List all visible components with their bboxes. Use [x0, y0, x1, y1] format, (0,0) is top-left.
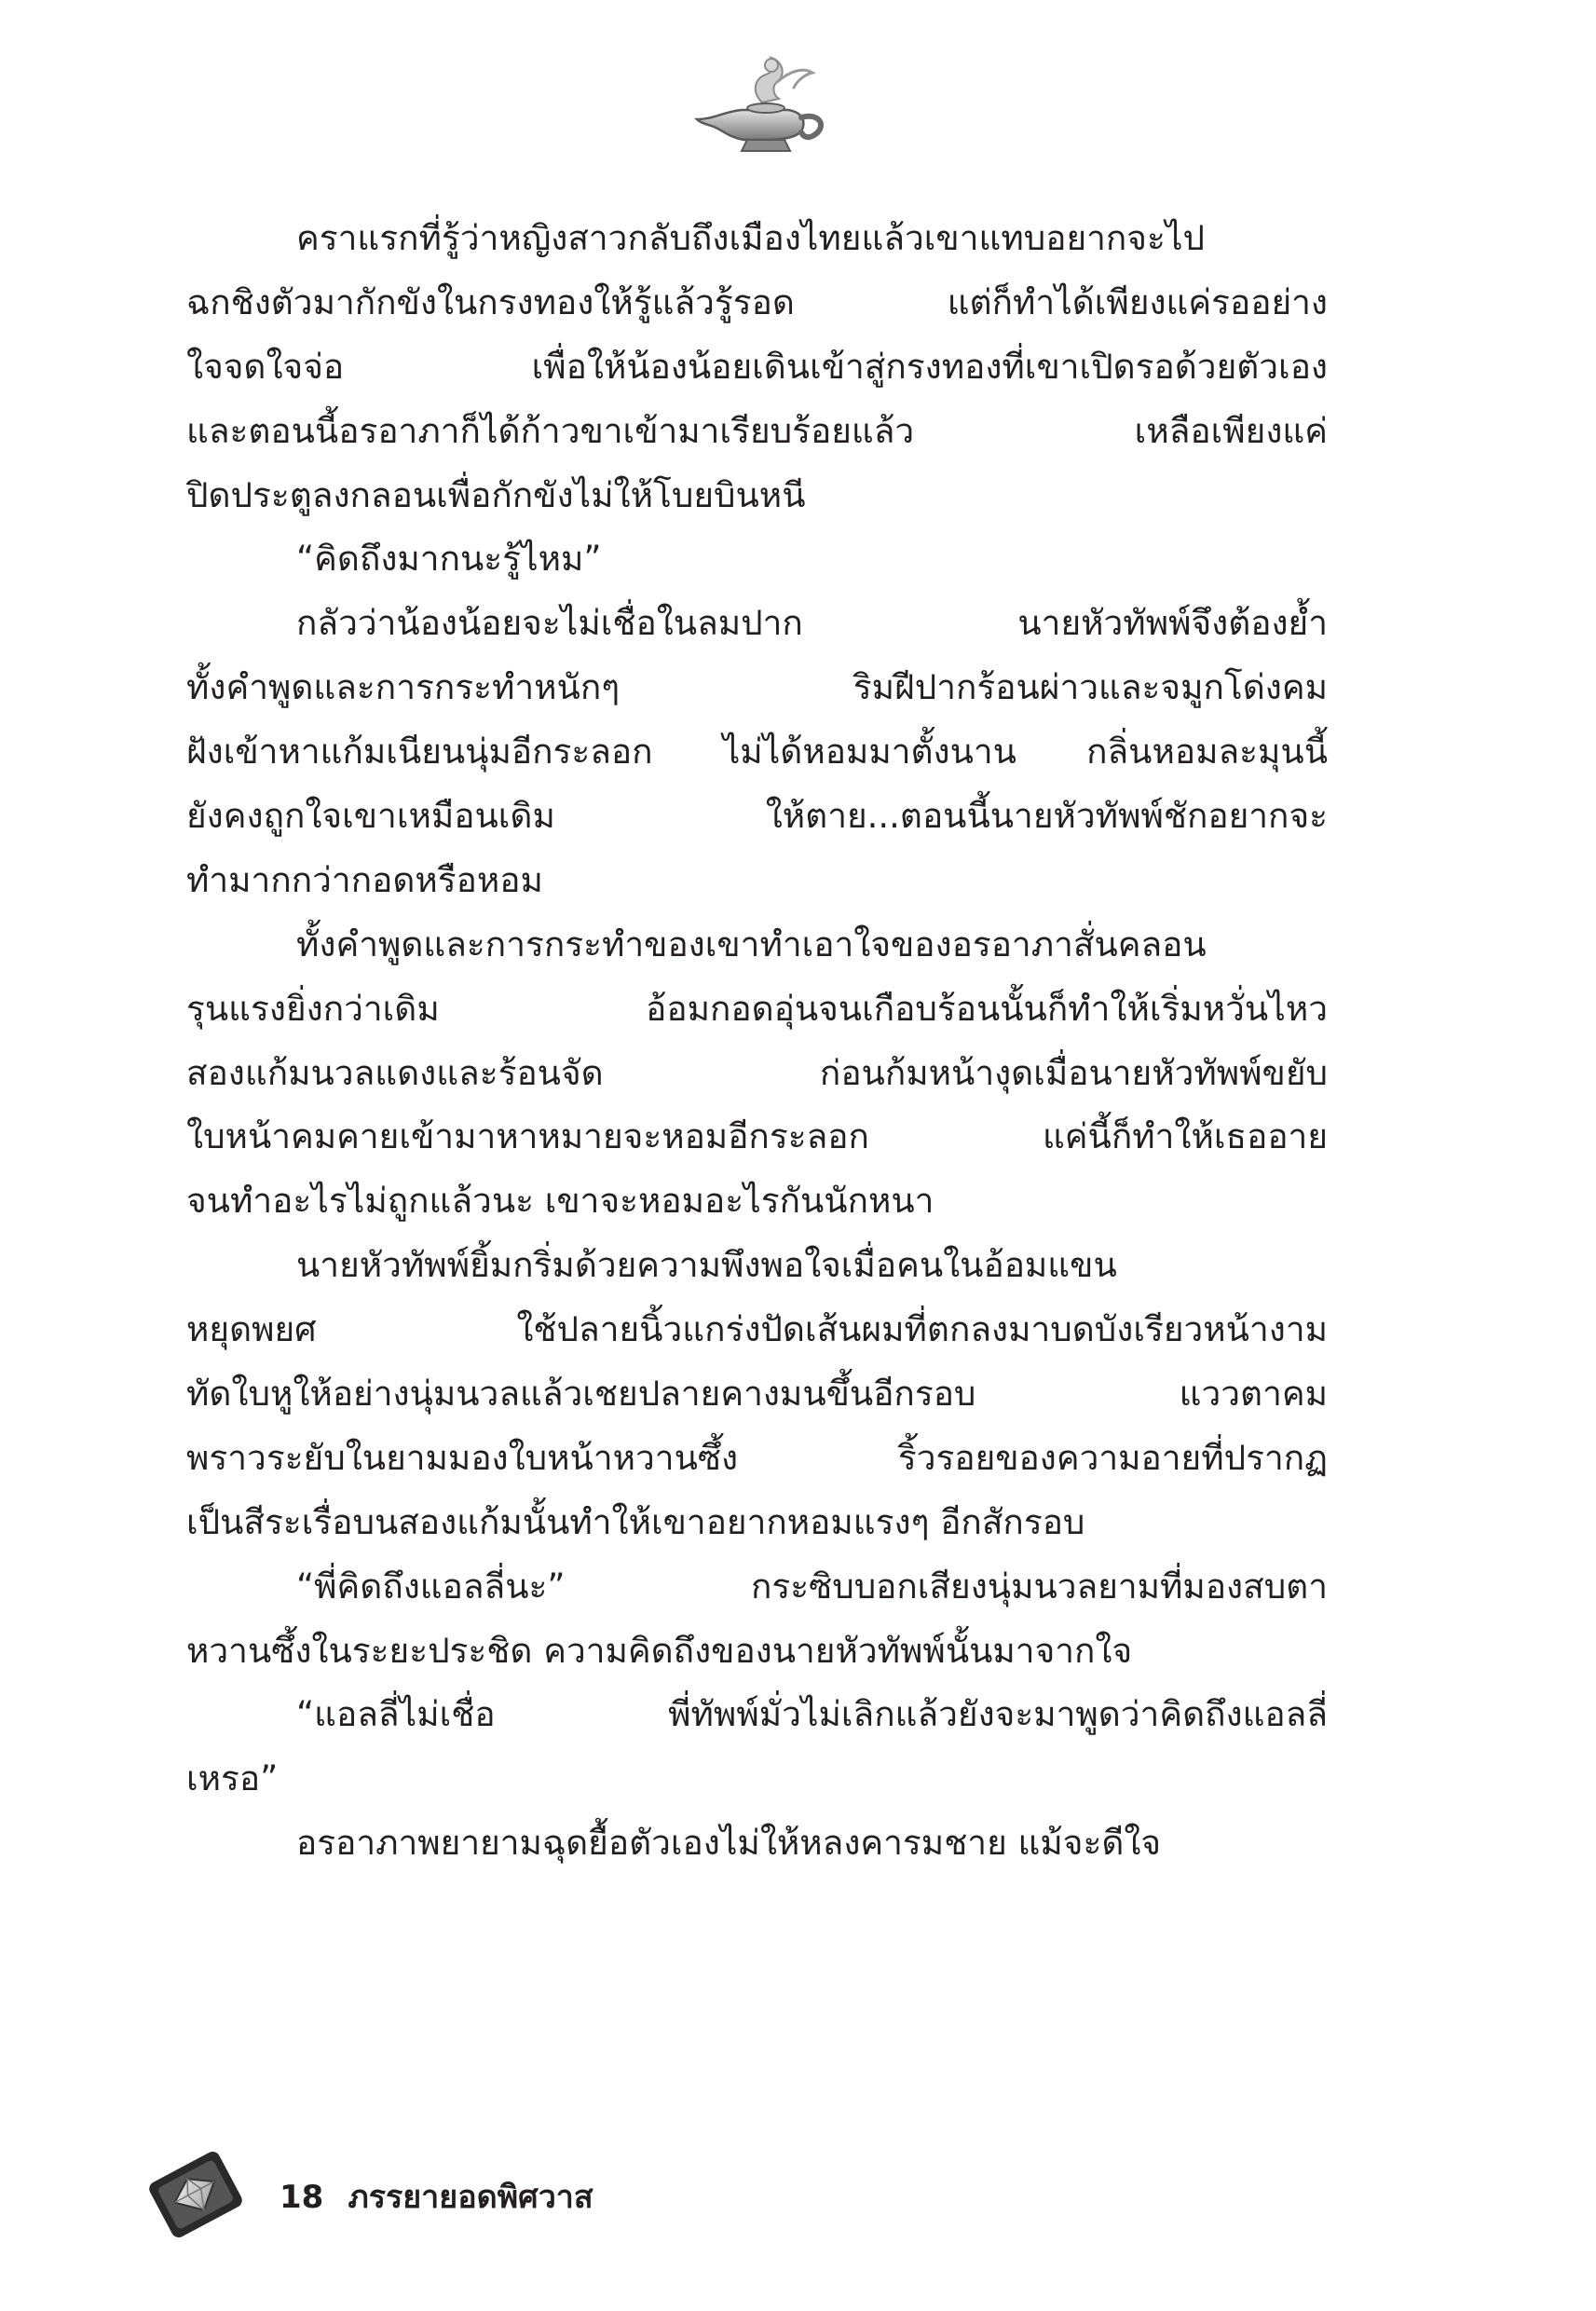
chapter-body-text [186, 207, 1328, 1876]
text-line: และตอนนี้อรอาภาก็ได้ก้าวขาเข้ามาเรียบร้อยแล้ว เหลือเพียงแค่ [186, 410, 1328, 451]
text-line: ทั้งคำพูดและการกระทำของเขาทำเอาใจของอรอาภาสั่นคลอน [296, 923, 1207, 964]
text-line: หยุดพยศ ใช้ปลายนิ้วแกร่งปัดเส้นผมที่ตกลงมาบดบังเรียวหน้างาม [186, 1309, 1328, 1350]
text-line: อรอาภาพยายามฉุดยื้อตัวเองไม่ให้หลงคารมชาย แม้จะดีใจ [296, 1823, 1162, 1864]
dialogue-line: “แอลลี่ไม่เชื่อ พี่ทัพพ์มั่วไม่เลิกแล้วยังจะมาพูดว่าคิดถึงแอลลี่ [296, 1694, 1328, 1735]
text-line: จนทำอะไรไม่ถูกแล้วนะ เขาจะหอมอะไรกันนักหนา [186, 1181, 934, 1222]
book-title: ภรรยายอดพิศวาส [348, 2179, 593, 2216]
text-line: พราวระยับในยามมองใบหน้าหวานซึ้ง ริ้วรอยของความอายที่ปรากฏ [186, 1437, 1328, 1478]
text-line: ฝังเข้าหาแก้มเนียนนุ่มอีกระลอก ไม่ได้หอมมาตั้งนาน กลิ่นหอมละมุนนี้ [186, 732, 1328, 773]
page-number: 18 [280, 2179, 324, 2216]
text-line: ใจจดใจจ่อ เพื่อให้น้องน้อยเดินเข้าสู่กรงทองที่เขาเปิดรอด้วยตัวเอง [186, 346, 1328, 387]
text-line: เป็นสีระเรื่อบนสองแก้มนั้นทำให้เขาอยากหอมแรงๆ อีกสักรอบ [186, 1501, 1085, 1542]
text-line: เหรอ” [186, 1758, 279, 1799]
text-line: สองแก้มนวลแดงและร้อนจัด ก่อนก้มหน้างุดเมื่อนายหัวทัพพ์ขยับ [186, 1052, 1328, 1093]
text-line: ใบหน้าคมคายเข้ามาหาหมายจะหอมอีกระลอก แค่นี้ก็ทำให้เธออาย [186, 1116, 1328, 1157]
page-footer [140, 2143, 885, 2246]
diamond-gem-icon [140, 2143, 252, 2246]
dialogue-line: “คิดถึงมากนะรู้ไหม” [296, 539, 602, 580]
text-line: ทัดใบหูให้อย่างนุ่มนวลแล้วเชยปลายคางมนขึ้นอีกรอบ แววตาคม [186, 1374, 1328, 1415]
text-line: ฉกชิงตัวมากักขังในกรงทองให้รู้แล้วรู้รอด แต่ก็ทำได้เพียงแค่รออย่าง [186, 281, 1328, 322]
text-line: ทำมากกว่ากอดหรือหอม [186, 859, 543, 900]
text-line: รุนแรงยิ่งกว่าเดิม อ้อมกอดอุ่นจนเกือบร้อนนั้นก็ทำให้เริ่มหวั่นไหว [186, 988, 1328, 1029]
text-line: นายหัวทัพพ์ยิ้มกริ่มด้วยความพึงพอใจเมื่อคนในอ้อมแขน [296, 1245, 1117, 1286]
text-line: หวานซึ้งในระยะประชิด ความคิดถึงของนายหัวทัพพ์นั้นมาจากใจ [186, 1630, 1133, 1671]
text-line: กลัวว่าน้องน้อยจะไม่เชื่อในลมปาก นายหัวทัพพ์จึงต้องย้ำ [296, 603, 1328, 644]
text-line: ยังคงถูกใจเขาเหมือนเดิม ให้ตาย...ตอนนี้นายหัวทัพพ์ชักอยากจะ [186, 796, 1328, 837]
dialogue-line: “พี่คิดถึงแอลลี่นะ” กระซิบบอกเสียงนุ่มนวลยามที่มองสบตา [296, 1566, 1328, 1607]
text-line: ปิดประตูลงกลอนเพื่อกักขังไม่ให้โบยบินหนี [186, 474, 806, 515]
genie-lamp-ornament-icon [686, 47, 835, 157]
text-line: คราแรกที่รู้ว่าหญิงสาวกลับถึงเมืองไทยแล้วเขาแทบอยากจะไป [296, 218, 1205, 258]
footer-label [280, 2171, 593, 2222]
text-line: ทั้งคำพูดและการกระทำหนักๆ ริมฝีปากร้อนผ่าวและจมูกโด่งคม [186, 667, 1328, 708]
